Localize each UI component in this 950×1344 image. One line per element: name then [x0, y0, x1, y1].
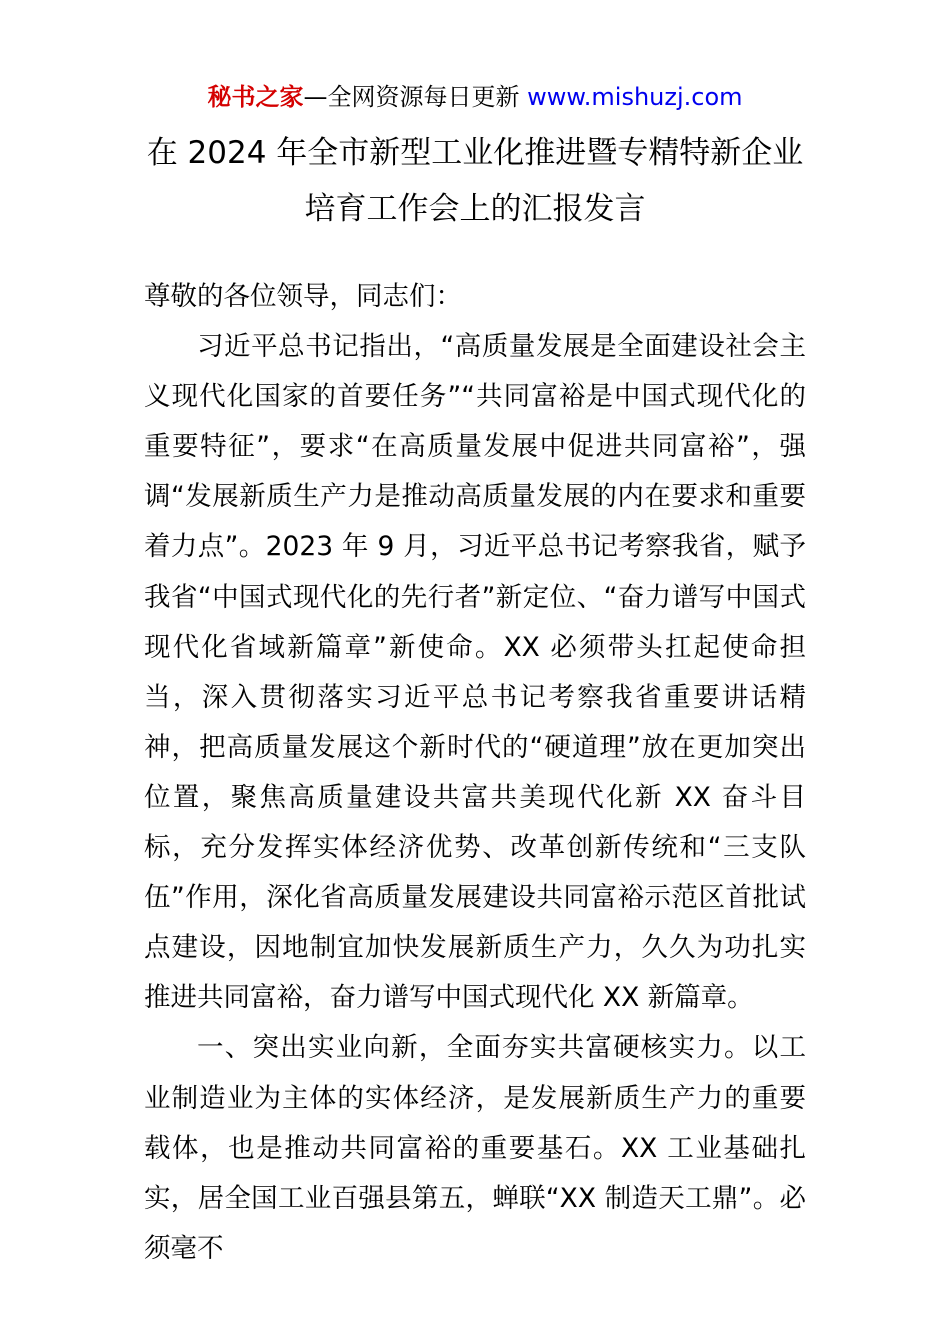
document-title	[60, 125, 890, 237]
site-header	[0, 80, 950, 114]
document-body	[144, 272, 806, 1274]
paragraph-1: 习近平总书记指出，“高质量发展是全面建设社会主义现代化国家的首要任务”“共同富裕是中国式现代化的重要特征”，要求“在高质量发展中促进共同富裕”，强调“发展新质生产力是推动高质量发展的内在要求和重要着力点”。2023 年 9 月，习近平总书记考察我省，赋予我省“中国式现代化的先行者”新定位、“奋力谱写中国式现代化省域新篇章”新使命。XX 必须带头扛起使命担当，深入贯彻落实习近平总书记考察我省重要讲话精神，把高质量发展这个新时代的“硬道理”放在更加突出位置，聚焦高质量建设共富共美现代化新 XX 奋斗目标，充分发挥实体经济优势、改革创新传统和“三支队伍”作用，深化省高质量发展建设共同富裕示范区首批试点建设，因地制宜加快发展新质生产力，久久为功扎实推进共同富裕，奋力谱写中国式现代化 XX 新篇章。	[144, 331, 806, 1014]
site-url-link[interactable]: www.mishuzj.com	[527, 83, 743, 111]
document-title-line-1: 在 2024 年全市新型工业化推进暨专精特新企业	[146, 135, 804, 171]
salutation: 尊敬的各位领导，同志们：	[144, 281, 462, 312]
document-title-line-2: 培育工作会上的汇报发言	[304, 191, 646, 227]
site-brand: 秘书之家	[207, 83, 304, 111]
paragraph-2: 一、突出实业向新，全面夯实共富硬核实力。以工业制造业为主体的实体经济，是发展新质生产力的重要载体，也是推动共同富裕的重要基石。XX 工业基础扎实，居全国工业百强县第五，蝉联“XX 制造天工鼎”。必须毫不	[144, 1032, 806, 1264]
site-tagline: —全网资源每日更新	[303, 83, 528, 111]
